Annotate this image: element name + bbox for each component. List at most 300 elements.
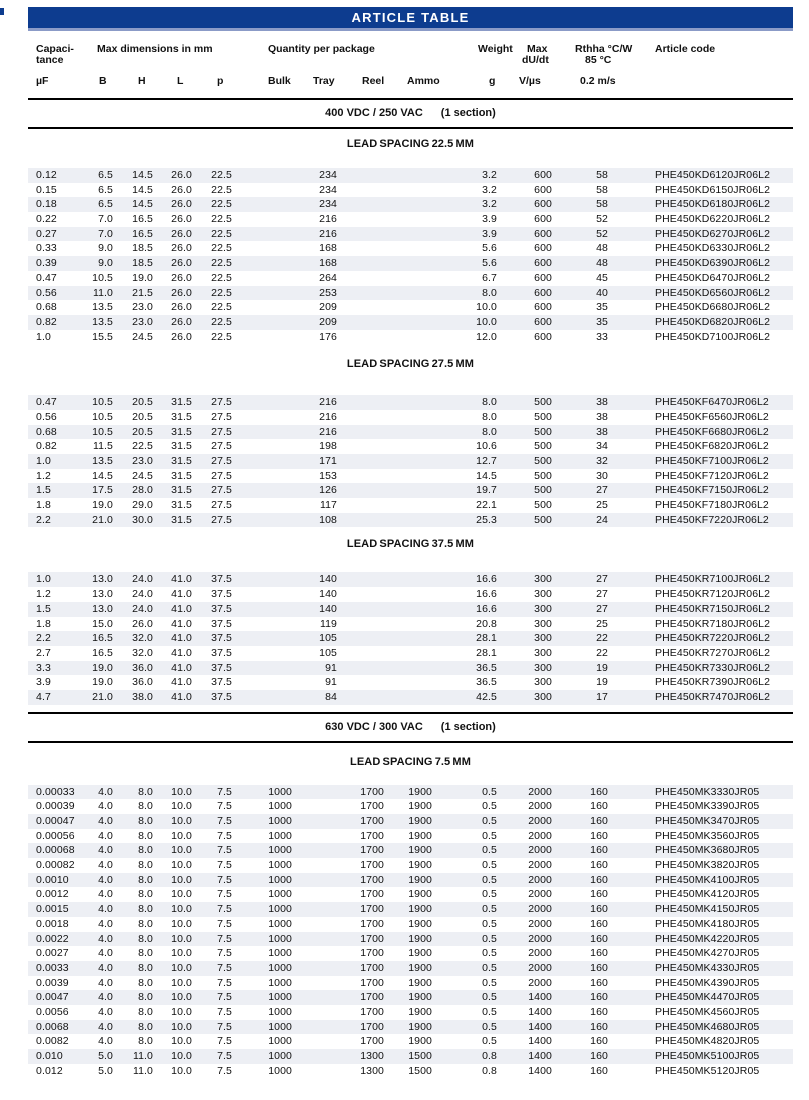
table-cell: 8.0 (138, 991, 153, 1004)
table-cell: 9.0 (98, 257, 113, 270)
table-cell: 160 (590, 873, 608, 886)
table-cell: 7.0 (98, 227, 113, 240)
table-cell: 37.5 (211, 588, 232, 601)
table-cell: 2000 (528, 815, 552, 827)
table-cell: 26.0 (171, 198, 192, 211)
table-cell: 36.0 (132, 676, 153, 689)
table-cell: 27.5 (211, 455, 232, 467)
table-cell: 7.5 (217, 844, 232, 857)
table-cell: 160 (590, 976, 608, 989)
table-cell (384, 425, 432, 440)
table-cell: 0.5 (482, 917, 497, 930)
table-cell (337, 271, 384, 286)
table-cell: 2000 (528, 888, 552, 901)
table-cell: 32 (596, 455, 608, 467)
table-cell: 13.0 (92, 588, 113, 601)
lead-spacing-title-7-5: LEAD SPACING 7.5 MM (350, 755, 471, 768)
table-cell: 500 (534, 440, 552, 453)
table-cell (292, 858, 337, 873)
table-cell: 4.0 (98, 1035, 113, 1048)
table-cell: 10.0 (171, 815, 192, 827)
table-cell: 0.0068 (36, 1020, 69, 1033)
table-cell: 1700 (360, 917, 384, 930)
table-cell: 19 (596, 676, 608, 689)
col-max-dudt-2: dU/dt (522, 54, 549, 66)
table-cell: 13.5 (92, 315, 113, 328)
col-weight: Weight (478, 43, 513, 55)
table-cell: 27.5 (211, 396, 232, 409)
table-cell (337, 227, 384, 242)
table-cell: 7.5 (217, 1064, 232, 1077)
table-row (28, 990, 793, 1005)
table-cell: 0.33 (36, 242, 57, 255)
table-cell: 27 (596, 588, 608, 601)
table-cell: 0.5 (482, 991, 497, 1004)
table-cell: 1400 (528, 1064, 552, 1077)
table-cell: 4.0 (98, 1020, 113, 1033)
table-cell: PHE450MK4220JR05 (655, 932, 760, 945)
table-cell (337, 395, 384, 410)
table-row (28, 168, 793, 183)
table-cell: 209 (319, 315, 337, 328)
table-cell: 0.5 (482, 932, 497, 945)
col-p: p (217, 75, 224, 87)
table-cell: 160 (590, 829, 608, 842)
table-cell (337, 675, 384, 690)
table-cell: 0.0033 (36, 961, 69, 974)
table-cell: PHE450KR7220JR06L2 (655, 632, 771, 645)
table-cell (232, 483, 292, 498)
table-cell: 10.0 (171, 1035, 192, 1048)
table-cell: 500 (534, 484, 552, 497)
table-cell: 160 (590, 903, 608, 916)
table-cell: 0.5 (482, 859, 497, 872)
table-cell: 1.0 (36, 573, 51, 586)
table-cell: 1400 (528, 1035, 552, 1048)
table-cell (292, 990, 337, 1005)
table-cell: 4.0 (98, 961, 113, 974)
table-row (28, 858, 793, 873)
table-cell: 140 (319, 573, 337, 586)
table-cell: 25 (596, 499, 608, 512)
table-cell: 0.82 (36, 440, 57, 453)
table-cell (384, 241, 432, 256)
table-cell: 0.0010 (36, 873, 69, 886)
table-cell: 1000 (268, 1020, 292, 1033)
table-cell (337, 617, 384, 632)
table-row (28, 617, 793, 632)
table-cell: 41.0 (171, 632, 192, 645)
table-cell: 26.0 (171, 242, 192, 255)
table-cell: 45 (596, 271, 608, 284)
table-cell: 7.5 (217, 829, 232, 842)
table-cell: PHE450MK4330JR05 (655, 961, 760, 974)
table-cell (337, 587, 384, 602)
table-cell (232, 690, 292, 705)
table-cell (384, 661, 432, 676)
table-cell (292, 887, 337, 902)
table-cell: 1.8 (36, 499, 51, 512)
table-cell (337, 572, 384, 587)
table-rows-27-5mm (28, 395, 793, 527)
table-cell: 0.27 (36, 227, 57, 240)
table-cell: 0.00039 (36, 800, 75, 813)
table-cell: 26.0 (171, 227, 192, 240)
table-cell: 0.00082 (36, 859, 75, 872)
table-cell: 7.5 (217, 917, 232, 930)
table-cell: 8.0 (138, 947, 153, 960)
lead-spacing-title-27-5: LEAD SPACING 27.5 MM (346, 358, 475, 371)
table-cell: 31.5 (171, 469, 192, 482)
table-cell: 0.00068 (36, 844, 75, 857)
table-cell: 160 (590, 1020, 608, 1033)
table-cell: 4.0 (98, 991, 113, 1004)
table-cell: 176 (319, 330, 337, 343)
table-cell (337, 315, 384, 330)
table-cell: 19.0 (92, 676, 113, 689)
table-cell: 2000 (528, 829, 552, 842)
table-cell: 16.5 (92, 632, 113, 645)
table-cell (384, 602, 432, 617)
table-cell: 10.0 (171, 903, 192, 916)
table-cell: 2000 (528, 800, 552, 813)
table-cell: 4.0 (98, 917, 113, 930)
table-cell: 2.2 (36, 632, 51, 645)
table-cell: 4.0 (98, 844, 113, 857)
table-cell: 2.2 (36, 513, 51, 526)
table-cell: 7.5 (217, 961, 232, 974)
table-cell: 0.56 (36, 410, 57, 423)
table-cell: 18.5 (132, 242, 153, 255)
table-cell: 1000 (268, 917, 292, 930)
table-cell: PHE450KF6470JR06L2 (655, 396, 769, 409)
table-cell: 10.0 (171, 1064, 192, 1077)
table-cell: PHE450MK4820JR05 (655, 1035, 760, 1048)
table-cell: 1900 (408, 947, 432, 960)
table-cell: 1000 (268, 785, 292, 798)
table-cell: 253 (319, 286, 337, 299)
article-table-banner (28, 7, 793, 31)
table-cell: 26.0 (171, 271, 192, 284)
table-cell: 198 (319, 440, 337, 453)
table-cell: 0.68 (36, 425, 57, 438)
page-title: ARTICLE TABLE (351, 10, 470, 25)
table-cell: PHE450KD6150JR06L2 (655, 183, 771, 196)
table-cell: 0.18 (36, 198, 57, 211)
table-cell: 0.82 (36, 315, 57, 328)
table-cell: PHE450MK4180JR05 (655, 917, 760, 930)
table-cell (384, 315, 432, 330)
table-cell: 27.5 (211, 410, 232, 423)
table-cell: 11.0 (132, 1064, 153, 1077)
table-row (28, 1005, 793, 1020)
table-cell: 38 (596, 425, 608, 438)
table-cell: 28.1 (476, 632, 497, 645)
table-cell (232, 197, 292, 212)
table-row (28, 513, 793, 528)
table-cell: 300 (534, 588, 552, 601)
table-row (28, 315, 793, 330)
table-cell: 5.0 (98, 1050, 113, 1062)
table-cell: 600 (534, 198, 552, 211)
table-cell: 22.5 (211, 227, 232, 240)
table-cell: PHE450KD6120JR06L2 (655, 169, 771, 181)
table-cell (232, 300, 292, 315)
table-cell: 14.5 (132, 183, 153, 196)
table-cell: 1900 (408, 829, 432, 842)
table-cell: PHE450MK3820JR05 (655, 859, 760, 872)
table-cell: 0.47 (36, 271, 57, 284)
table-cell: 35 (596, 315, 608, 328)
table-cell: 0.0027 (36, 947, 69, 960)
table-cell: 1700 (360, 785, 384, 798)
table-cell: 27 (596, 484, 608, 497)
table-cell: 37.5 (211, 573, 232, 586)
lead-spacing-title-22-5: LEAD SPACING 22.5 MM (346, 138, 475, 150)
table-cell: 10.0 (171, 1020, 192, 1033)
table-cell (232, 330, 292, 345)
table-cell: 0.5 (482, 1005, 497, 1018)
col-rth-2: 85 °C (585, 54, 612, 66)
table-cell: 7.5 (217, 932, 232, 945)
table-cell: 16.6 (476, 602, 497, 615)
table-cell: 0.68 (36, 301, 57, 314)
table-row (28, 631, 793, 646)
table-cell: 26.0 (171, 257, 192, 270)
table-cell: 216 (319, 410, 337, 423)
table-cell: 7.5 (217, 903, 232, 916)
table-cell: PHE450KF6560JR06L2 (655, 410, 769, 423)
table-cell (337, 256, 384, 271)
table-cell: 10.0 (171, 947, 192, 960)
table-cell: 1.5 (36, 602, 51, 615)
table-cell: 31.5 (171, 440, 192, 453)
table-cell: 1700 (360, 888, 384, 901)
table-row (28, 902, 793, 917)
table-cell: 10.0 (171, 961, 192, 974)
table-cell (232, 617, 292, 632)
table-cell: PHE450MK3680JR05 (655, 844, 760, 857)
table-cell (337, 197, 384, 212)
table-cell: 1300 (360, 1050, 384, 1062)
table-cell: PHE450KR7470JR06L2 (655, 690, 771, 703)
table-cell: 160 (590, 1035, 608, 1048)
table-cell: 8.0 (482, 410, 497, 423)
table-cell (292, 799, 337, 814)
table-cell: 10.0 (171, 1050, 192, 1062)
table-cell: 0.5 (482, 785, 497, 798)
table-cell: 4.0 (98, 829, 113, 842)
table-cell (384, 483, 432, 498)
table-cell: 300 (534, 602, 552, 615)
table-cell (337, 183, 384, 198)
table-cell: 0.5 (482, 873, 497, 886)
table-cell: 40 (596, 286, 608, 299)
table-cell: PHE450KR7150JR06L2 (655, 602, 771, 615)
table-cell: 22.5 (211, 198, 232, 211)
table-row (28, 675, 793, 690)
table-cell: 160 (590, 800, 608, 813)
table-cell (384, 212, 432, 227)
table-cell: 216 (319, 213, 337, 226)
table-cell: 31.5 (171, 410, 192, 423)
table-cell: 34 (596, 440, 608, 453)
table-cell: 10.0 (171, 785, 192, 798)
table-cell (292, 946, 337, 961)
table-cell: 26.0 (132, 617, 153, 630)
table-cell (292, 1049, 337, 1064)
table-row (28, 873, 793, 888)
table-cell: 300 (534, 632, 552, 645)
table-cell: 33 (596, 330, 608, 343)
table-cell: 234 (319, 198, 337, 211)
table-cell: 24.5 (132, 469, 153, 482)
table-cell: 0.5 (482, 961, 497, 974)
table-cell: 300 (534, 690, 552, 703)
table-cell: 105 (319, 646, 337, 659)
table-cell: 25.3 (476, 513, 497, 526)
table-cell: 10.0 (476, 301, 497, 314)
table-cell: 1000 (268, 800, 292, 813)
table-cell: 30 (596, 469, 608, 482)
table-cell (232, 241, 292, 256)
table-cell: 52 (596, 213, 608, 226)
table-cell: 8.0 (138, 976, 153, 989)
col-bulk: Bulk (268, 75, 291, 87)
table-cell: 8.0 (482, 396, 497, 409)
table-cell: 500 (534, 396, 552, 409)
table-cell: 14.5 (132, 198, 153, 211)
table-cell: 84 (325, 690, 337, 703)
table-cell: 91 (325, 676, 337, 689)
table-cell: 153 (319, 469, 337, 482)
table-cell: 3.9 (482, 227, 497, 240)
col-h: H (138, 75, 146, 87)
table-cell: 36.5 (476, 661, 497, 674)
table-cell: 22.5 (211, 330, 232, 343)
table-cell: PHE450KD6680JR06L2 (655, 301, 771, 314)
table-cell: PHE450KR7180JR06L2 (655, 617, 771, 630)
table-cell: 10.5 (92, 425, 113, 438)
table-cell: 0.0082 (36, 1035, 69, 1048)
divider-rule (28, 127, 793, 129)
voltage-label: 630 VDC / 300 VAC (325, 720, 423, 733)
table-cell: 1900 (408, 1020, 432, 1033)
table-cell: PHE450MK4390JR05 (655, 976, 760, 989)
table-cell (232, 587, 292, 602)
table-cell: 160 (590, 917, 608, 930)
table-cell: 8.0 (138, 917, 153, 930)
table-cell: 160 (590, 888, 608, 901)
table-cell: 2.7 (36, 646, 51, 659)
voltage-note: (1 section) (440, 720, 496, 733)
table-cell: 27 (596, 602, 608, 615)
table-row (28, 785, 793, 800)
table-cell: 10.5 (92, 396, 113, 409)
col-b: B (99, 75, 107, 87)
table-cell: 22.5 (211, 286, 232, 299)
table-cell: 16.5 (92, 646, 113, 659)
table-cell (337, 286, 384, 301)
table-cell: 1900 (408, 873, 432, 886)
table-row (28, 646, 793, 661)
table-row (28, 932, 793, 947)
table-cell: 8.0 (138, 1035, 153, 1048)
table-cell: 11.5 (92, 440, 113, 453)
table-cell: 4.0 (98, 859, 113, 872)
table-cell (232, 256, 292, 271)
table-cell (292, 917, 337, 932)
table-cell: 500 (534, 513, 552, 526)
table-cell: 0.12 (36, 169, 57, 181)
table-cell: 264 (319, 271, 337, 284)
table-cell: PHE450KF6680JR06L2 (655, 425, 769, 438)
table-cell (337, 168, 384, 183)
table-cell: 2000 (528, 785, 552, 798)
table-cell: 2000 (528, 976, 552, 989)
table-cell: PHE450MK5120JR05 (655, 1064, 760, 1077)
table-cell: 1900 (408, 1035, 432, 1048)
table-cell: 31.5 (171, 499, 192, 512)
table-cell: 5.6 (482, 242, 497, 255)
table-cell: 4.0 (98, 976, 113, 989)
table-cell: 160 (590, 815, 608, 827)
table-content (28, 31, 793, 1078)
table-cell: 7.5 (217, 800, 232, 813)
table-cell: 1700 (360, 844, 384, 857)
table-cell: 10.0 (171, 1005, 192, 1018)
table-cell: 2000 (528, 917, 552, 930)
table-cell: PHE450MK3470JR05 (655, 815, 760, 827)
table-row (28, 483, 793, 498)
table-cell: 1500 (408, 1064, 432, 1077)
table-cell (384, 646, 432, 661)
table-cell: 13.0 (92, 602, 113, 615)
table-cell (232, 183, 292, 198)
table-cell: 1700 (360, 1035, 384, 1048)
table-cell: PHE450KD6220JR06L2 (655, 213, 771, 226)
table-cell: 1900 (408, 1005, 432, 1018)
table-cell: 600 (534, 257, 552, 270)
table-cell: 37.5 (211, 661, 232, 674)
table-cell: 2000 (528, 961, 552, 974)
table-cell: 0.15 (36, 183, 57, 196)
table-cell: 20.5 (132, 410, 153, 423)
table-cell: 1000 (268, 932, 292, 945)
table-cell: 4.7 (36, 690, 51, 703)
table-cell: 22 (596, 646, 608, 659)
table-cell: 11.0 (132, 1050, 153, 1062)
table-cell (384, 690, 432, 705)
table-cell: 13.5 (92, 301, 113, 314)
table-cell: 600 (534, 301, 552, 314)
table-cell: 1900 (408, 976, 432, 989)
table-cell: 0.5 (482, 815, 497, 827)
table-cell: 600 (534, 330, 552, 343)
table-row (28, 1064, 793, 1079)
table-cell: 8.0 (138, 815, 153, 827)
table-cell: 600 (534, 227, 552, 240)
table-cell: 24.0 (132, 602, 153, 615)
table-row (28, 1049, 793, 1064)
table-cell: 41.0 (171, 690, 192, 703)
table-cell: PHE450MK4100JR05 (655, 873, 760, 886)
table-cell: 1900 (408, 815, 432, 827)
col-capacitance-label-2: tance (36, 54, 64, 66)
table-cell: 1400 (528, 1005, 552, 1018)
table-cell: 38.0 (132, 690, 153, 703)
table-cell (384, 587, 432, 602)
